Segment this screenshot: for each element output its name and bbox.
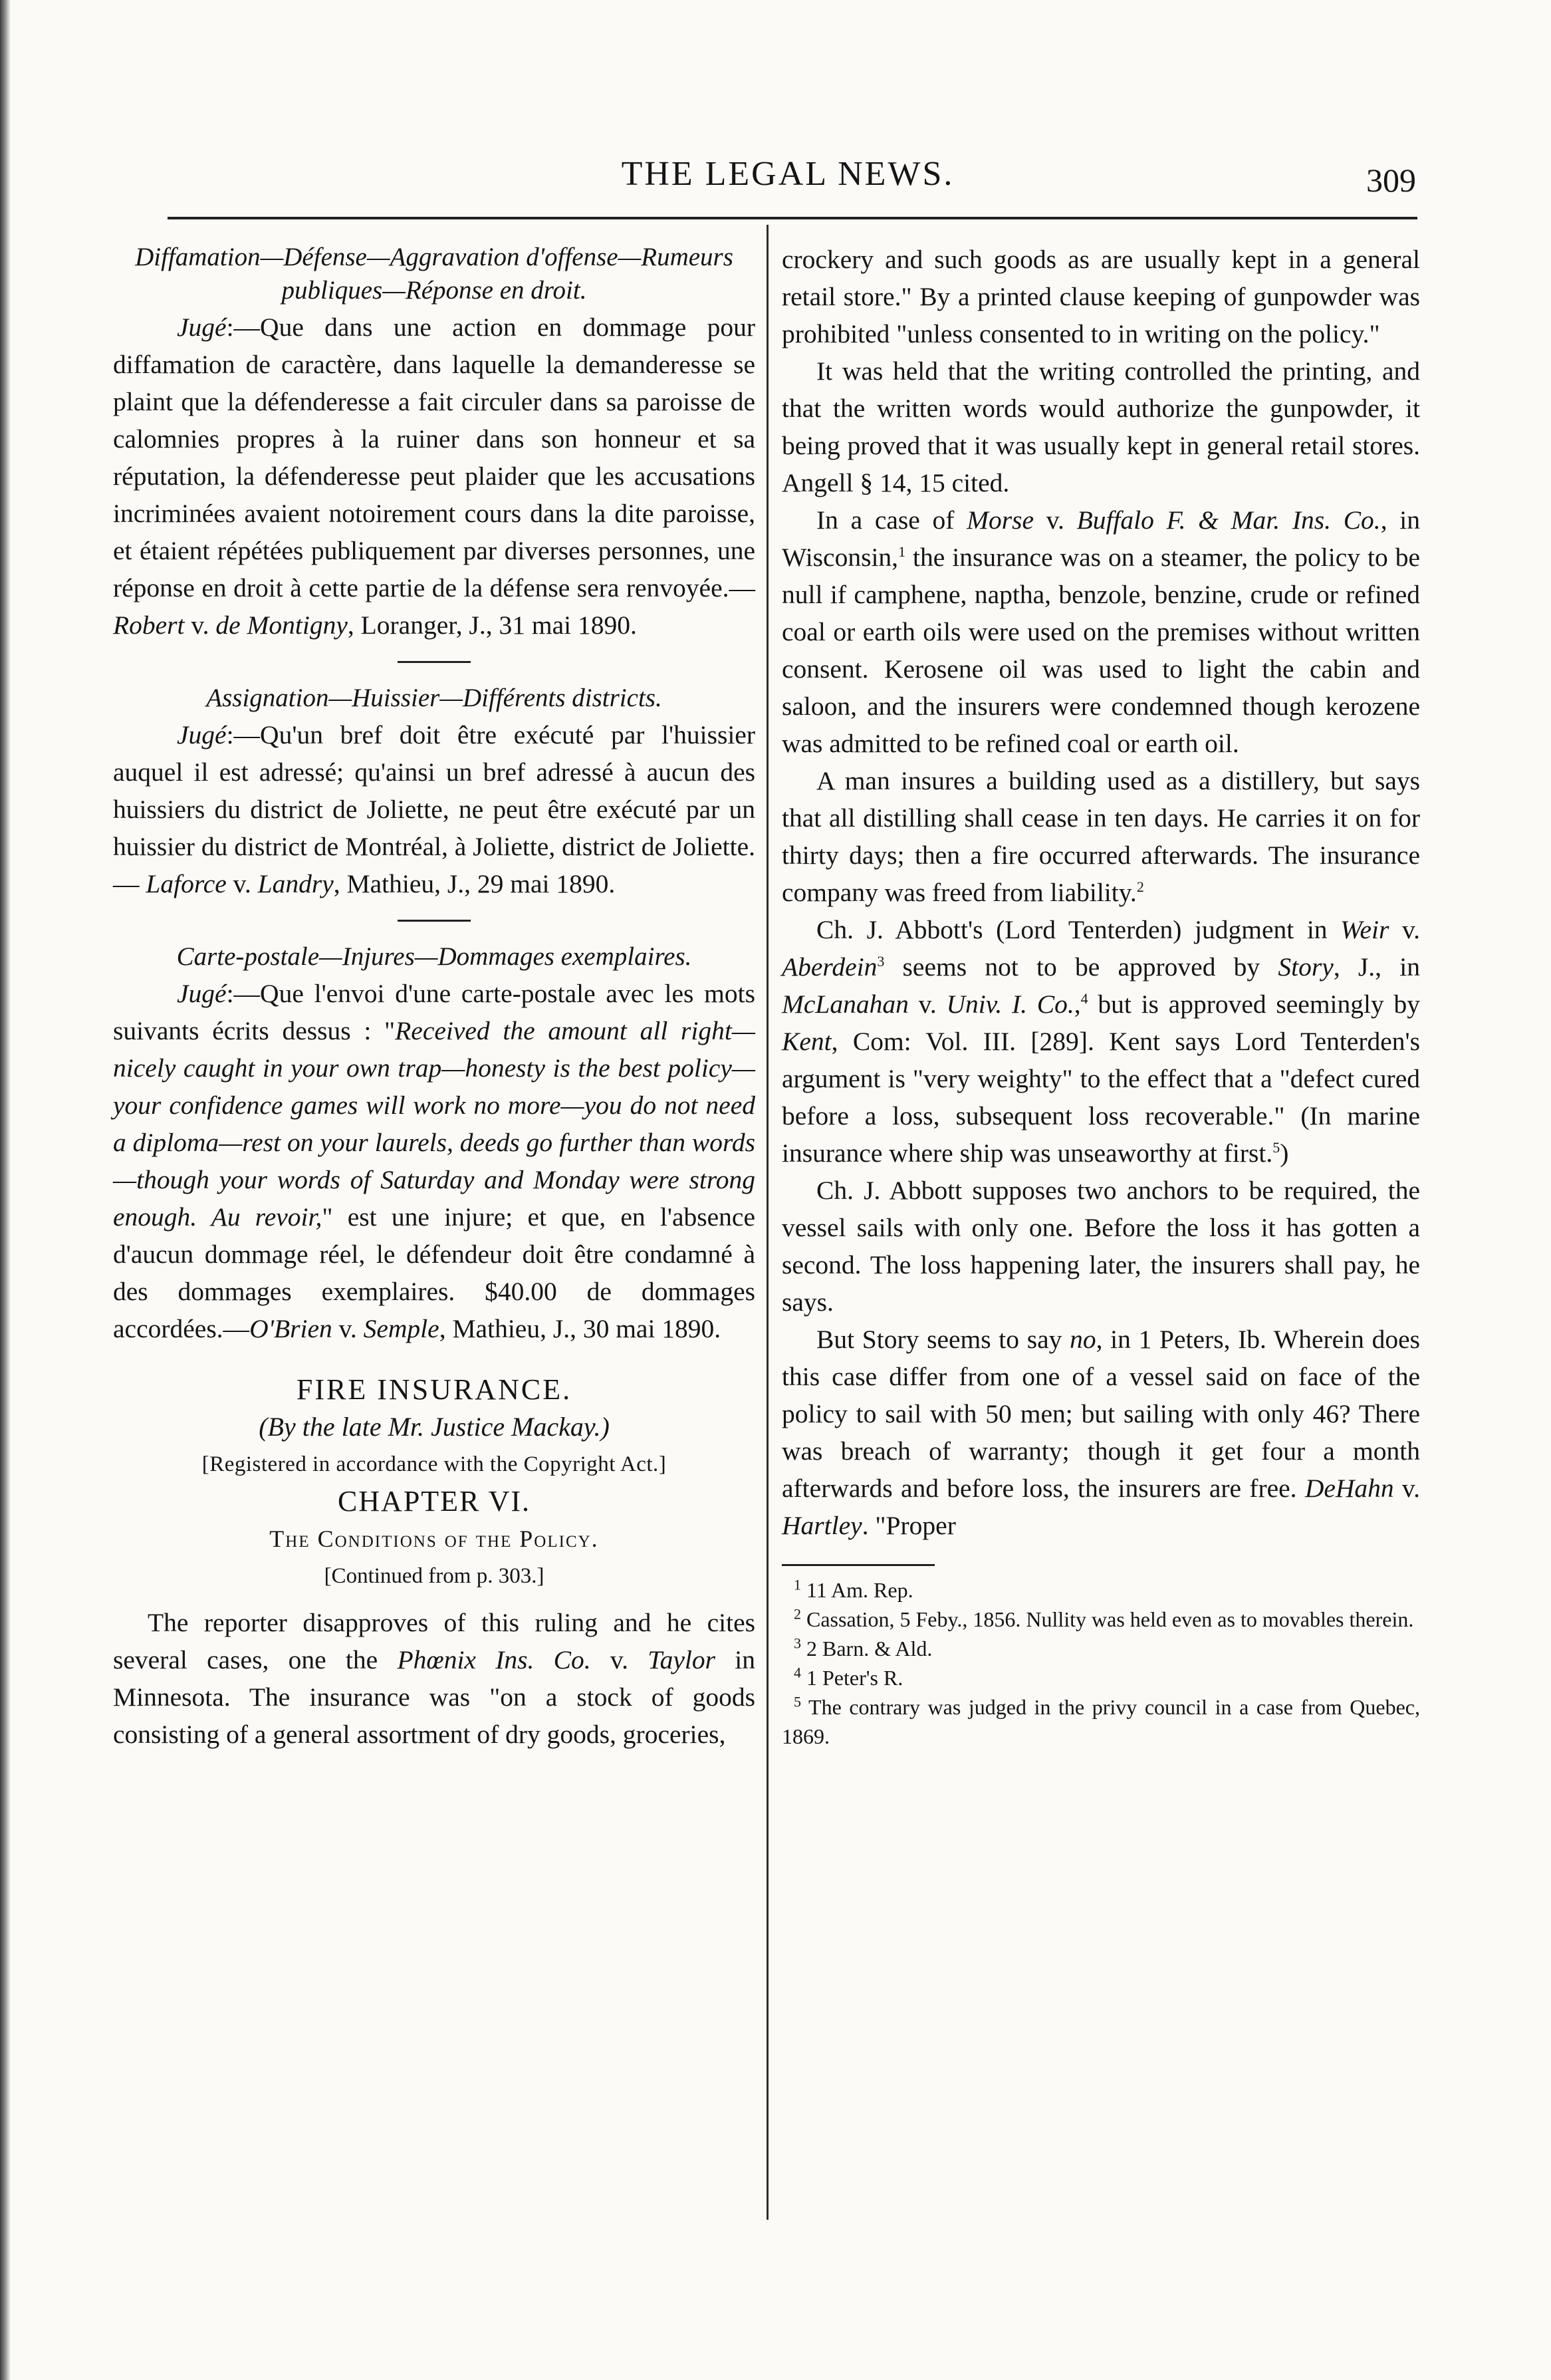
citation-connector: v. [1389, 915, 1420, 944]
running-head [160, 154, 1416, 207]
holding-text: :—Que l'envoi d'une carte-postale avec les mots suivants écrits dessus : " [113, 979, 755, 1045]
citation-connector: v. [226, 869, 258, 898]
case-name: Aberdein [782, 952, 878, 982]
case-name: de Montigny [215, 610, 348, 640]
case-name: Laforce [146, 869, 227, 898]
body-paragraph: Ch. J. Abbott supposes two anchors to be required, the vessel sails with only one. Before the loss it has gotten a second. The loss happening later, the insurers shall pay, he says. [782, 1176, 1420, 1317]
case-name: Phœnix Ins. Co. [397, 1645, 591, 1674]
body-paragraph [782, 911, 1420, 1172]
header-rule [168, 217, 1417, 219]
body-text: In a case of [816, 505, 967, 535]
body-text: But Story seems to say [816, 1325, 1070, 1354]
footnote [782, 1663, 1420, 1692]
case-name: Univ. I. Co. [946, 990, 1074, 1019]
citation-connector: v. [1034, 505, 1077, 535]
case-name: Buffalo F. & Mar. Ins. Co. [1076, 505, 1381, 535]
body-text: A man insures a building used as a distillery, but says that all distilling shall cease in ten days. He carries it on for thirty days; then a fire occurred afterwards. The insurance company was freed from liability. [782, 766, 1420, 907]
quoted-postcard-text: Received the amount all right—nicely caught in your own trap—honesty is the best policy—your confidence games will work no more—you do not need a diploma—rest on your laurels, deeds go further than words—though your words of Saturday and Monday were strong enough. Au revoir, [113, 1016, 755, 1232]
body-text: , in 1 Peters, Ib. Wherein does this case differ from one of a vessel said on face of the policy to sail with 50 men; but sailing with only 46? There was breach of warranty; though it get four a month afterwards and before loss, the insurers are free. [782, 1325, 1421, 1503]
body-paragraph [782, 1321, 1420, 1544]
footnote-text: 11 Am. Rep. [806, 1578, 913, 1602]
citation-connector: v. [332, 1314, 364, 1343]
holding-text: :—Que dans une action en dommage pour diffamation de caractère, dans laquelle la demanderesse se plaint que la défenderesse a fait circuler dans sa paroisse de calomnies propres à la ruiner dans son honneur et sa réputation, la défenderesse peut plaider que les accusations incriminées avaient notoirement cours dans la dite paroisse, et étaient répétées publiquement par diverses personnes, une réponse en droit à cette partie de la défense sera renvoyée.— [113, 313, 755, 602]
citation: , Loranger, J., 31 mai 1890. [347, 610, 637, 640]
case-name: Morse [967, 505, 1034, 535]
case-holding-diffamation [113, 309, 755, 644]
footnote-marker: 4 [1080, 990, 1088, 1007]
holding-text: :—Qu'un bref doit être exécuté par l'huissier auquel il est adressé; qu'ainsi un bref adressé à aucun des huissiers du district de Joliette, ne peut être exécuté par un huissier du district de Montréal, à Joliette, district de Joliette. — [113, 720, 755, 898]
body-text: The reporter disapproves of this ruling and he cites several cases, one the [113, 1608, 755, 1674]
section-rule [398, 920, 471, 922]
case-name: Weir [1340, 915, 1389, 944]
body-paragraph [113, 1604, 755, 1753]
byline [113, 1408, 755, 1446]
footnote-text: The contrary was judged in the privy council in a case from Quebec, 1869. [782, 1695, 1421, 1748]
body-text: , J., in [1333, 952, 1420, 982]
holding-label: Jugé [177, 979, 227, 1008]
page-number: 309 [1366, 162, 1416, 199]
footnote [782, 1692, 1420, 1751]
holding-label: Jugé [177, 720, 227, 749]
body-text: the insurance was on a steamer, the policy to be null if camphene, naptha, benzole, benzine, crude or refined coal or earth oils were used on the premises without written consent. Kerosene oil was used to light the cabin and saloon, and the insurers were condemned though kerozene was admitted to be refined coal or earth oil. [782, 543, 1420, 758]
footnote-number: 4 [794, 1664, 801, 1681]
citation-connector: v. [184, 610, 216, 640]
body-paragraph: It was held that the writing controlled the printing, and that the written words would authorize the gunpowder, it being proved that it was usually kept in general retail stores. Angell § 14, 15 cited. [782, 356, 1420, 497]
author-name: Kent [782, 1027, 832, 1056]
citation: , Mathieu, J., 29 mai 1890. [333, 869, 616, 898]
body-text: . "Proper [862, 1511, 956, 1540]
case-name: Landry [257, 869, 334, 898]
case-heading-assignation: Assignation—Huissier—Différents districts. [206, 684, 662, 712]
body-text: seems not to be approved by [884, 952, 1278, 982]
scan-edge-shadow [0, 0, 11, 2380]
footnote-marker: 2 [1136, 878, 1144, 895]
continued-note: [Continued from p. 303.] [324, 1564, 544, 1588]
footnote-text: Cassation, 5 Feby., 1856. Nullity was held even as to movables therein. [806, 1607, 1414, 1631]
right-column [782, 241, 1420, 1751]
footnote-text: 2 Barn. & Ald. [806, 1637, 933, 1660]
footnote-marker: 3 [877, 952, 885, 970]
case-heading-carte-postale: Carte-postale—Injures—Dommages exemplaires. [176, 942, 692, 971]
footnote-number: 2 [794, 1605, 801, 1623]
byline-text: (By the late Mr. Justice Mackay.) [259, 1412, 610, 1442]
footnote-rule [782, 1564, 935, 1566]
body-text: , [1074, 990, 1081, 1019]
citation-connector: v. [1393, 1474, 1420, 1503]
body-paragraph [782, 501, 1420, 762]
body-text: ) [1280, 1138, 1289, 1168]
page-title: THE LEGAL NEWS. [621, 155, 955, 193]
footnote-marker: 5 [1272, 1138, 1280, 1156]
body-text: , in Wisconsin, [782, 505, 1420, 572]
copyright-notice: [Registered in accordance with the Copyright Act.] [201, 1452, 667, 1476]
section-title-fire-insurance: FIRE INSURANCE. [296, 1373, 572, 1406]
footnote [782, 1605, 1420, 1634]
chapter-heading: CHAPTER VI. [337, 1485, 531, 1518]
citation: , Mathieu, J., 30 mai 1890. [439, 1314, 721, 1343]
left-column [113, 241, 755, 1753]
case-holding-assignation [113, 716, 755, 902]
body-text: Ch. J. Abbott's (Lord Tenterden) judgment in [816, 915, 1341, 944]
case-name: Robert [113, 610, 185, 640]
case-name: Semple [363, 1314, 439, 1343]
column-divider [767, 225, 769, 2220]
footnote-text: 1 Peter's R. [806, 1666, 903, 1690]
case-name: O'Brien [249, 1314, 332, 1343]
footnote-marker: 1 [898, 543, 906, 560]
footnote [782, 1634, 1420, 1663]
body-text: in Minnesota. The insurance was "on a stock of goods consisting of a general assortment of dry goods, groceries, [113, 1645, 756, 1749]
emphasis: no [1070, 1325, 1096, 1354]
footnote-number: 1 [794, 1576, 801, 1593]
holding-label: Jugé [177, 313, 227, 342]
section-rule [398, 661, 471, 663]
footnote [782, 1575, 1420, 1605]
citation-connector: v. [908, 990, 947, 1019]
case-name: Taylor [648, 1645, 715, 1674]
case-heading-diffamation: Diffamation—Défense—Aggravation d'offense—Rumeurs publiques—Réponse en droit. [135, 243, 733, 305]
footnote-number: 5 [794, 1693, 801, 1710]
body-text: but is approved seemingly by [1088, 990, 1420, 1019]
footnote-number: 3 [794, 1635, 801, 1652]
body-text: , Com: Vol. III. [289]. Kent says Lord Tenterden's argument is "very weighty" to the effect that a "defect cured before a loss, subsequent loss recoverable." (In marine insurance where ship was unseaworthy at first. [782, 1027, 1420, 1168]
case-name: Hartley [782, 1511, 862, 1540]
case-holding-carte-postale [113, 975, 755, 1347]
citation-connector: v. [590, 1645, 648, 1674]
case-name: DeHahn [1304, 1474, 1394, 1503]
chapter-subtitle: The Conditions of the Policy. [269, 1525, 599, 1552]
author-name: Story [1278, 952, 1334, 982]
body-paragraph: crockery and such goods as are usually kept in a general retail store." By a printed clause keeping of gunpowder was prohibited "unless consented to in writing on the policy." [782, 245, 1420, 348]
case-name: McLanahan [782, 990, 909, 1019]
holding-text: " est une injure; et que, en l'absence d'aucun dommage réel, le défendeur doit être condamné à des dommages exemplaires. $40.00 de dommages accordées.— [113, 1202, 755, 1343]
body-paragraph [782, 762, 1420, 911]
